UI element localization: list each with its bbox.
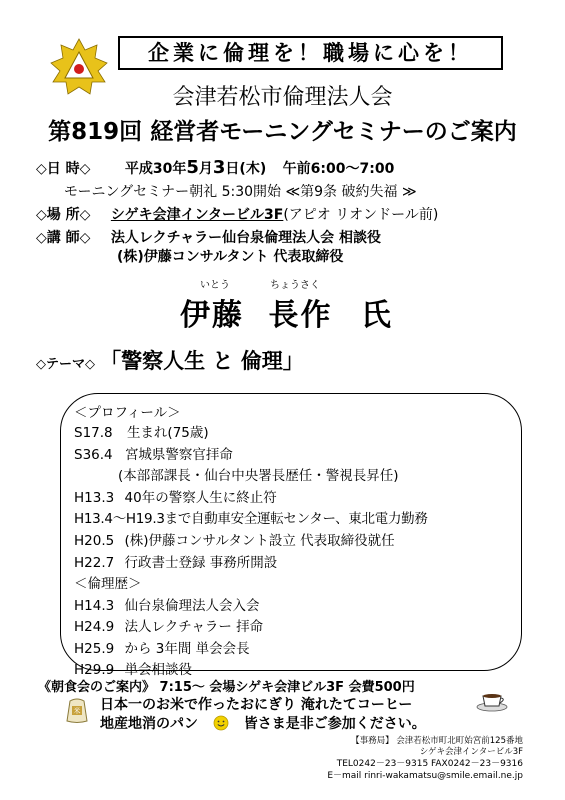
local-bread: 地産地消のパン xyxy=(100,716,198,732)
slogan-box: 企業に倫理を！職場に心を！ xyxy=(118,36,503,70)
ruby-given: ちょうさく xyxy=(270,280,320,291)
date-mid: 月 xyxy=(198,161,213,177)
date-day: 3 xyxy=(212,157,226,178)
smiley-icon xyxy=(213,715,229,731)
page-title: 第819回 経営者モーニングセミナーのご案内 xyxy=(48,119,517,145)
profile-text: 生まれ(75歳) xyxy=(126,425,209,441)
rice-bag-icon xyxy=(62,695,92,725)
profile-year: S17.8 xyxy=(74,425,113,441)
profile-text: 40年の警察人生に終止符 xyxy=(124,490,277,506)
office-address: 【事務局】 会津若松市町北町始宮前125番地 xyxy=(351,736,523,746)
ethics-item xyxy=(74,637,250,657)
profile-year: S36.4 xyxy=(74,447,113,463)
speaker-family: 伊藤 xyxy=(180,298,244,333)
speaker-name xyxy=(180,290,393,334)
ethics-text: 単会相談役 xyxy=(124,662,193,678)
profile-item xyxy=(74,507,428,527)
profile-text: (株)伊藤コンサルタント設立 代表取締役就任 xyxy=(124,533,395,549)
ethics-text: から 3年間 単会会長 xyxy=(124,641,250,657)
time: 午前6:00～7:00 xyxy=(282,161,395,177)
date-suffix: 日(木) xyxy=(225,161,267,177)
invitation-text: 皆さま是非ご参加ください。 xyxy=(243,716,426,732)
morning-line: モーニングセミナー朝礼 5:30開始 ≪第9条 破約失福 ≫ xyxy=(64,184,417,200)
lecturer-line1: 法人レクチャラー仙台泉倫理法人会 相談役 xyxy=(110,230,382,246)
ethics-item xyxy=(74,658,192,678)
footer-line2: 日本一のお米で作ったおにぎり 淹れたてコーヒー xyxy=(100,697,413,713)
profile-year: H20.5 xyxy=(74,533,115,549)
ethics-year: H24.9 xyxy=(74,619,115,635)
lecturer-label: ◇講 師◇ xyxy=(36,230,91,246)
lecturer-line2: (株)伊藤コンサルタント 代表取締役 xyxy=(117,249,344,265)
svg-text:米: 米 xyxy=(73,707,81,715)
ethics-text: 仙台泉倫理法人会入会 xyxy=(124,598,260,614)
profile-text: 行政書士登録 事務所開設 xyxy=(124,555,278,571)
profile-text: 宮城県警察官拝命 xyxy=(124,447,233,463)
ethics-year: H29.9 xyxy=(74,662,115,678)
profile-text: (本部部課長・仙台中央署長歴任・警視長昇任) xyxy=(118,468,399,484)
date-month: 5 xyxy=(186,157,199,178)
coffee-cup-icon xyxy=(474,690,510,712)
ethics-item xyxy=(74,594,260,614)
place-label: ◇場 所◇ xyxy=(36,207,91,223)
profile-heading: ＜プロフィール＞ xyxy=(74,405,181,421)
breakfast-info: 《朝食会のご案内》 7:15～ 会場シゲキ会津ビル3F 会費500円 xyxy=(38,680,415,695)
ruby-family: いとう xyxy=(200,280,230,291)
footer-line3 xyxy=(100,713,426,733)
speaker-given: 長作 xyxy=(268,298,333,333)
org-name: 会津若松市倫理法人会 xyxy=(172,85,393,110)
theme-row xyxy=(36,345,304,375)
theme-text: 「警察人生 と 倫理」 xyxy=(100,349,304,373)
profile-text: まで自動車安全運転センター、東北電力勤務 xyxy=(164,511,428,527)
place-note: (アピオ リオンドール前) xyxy=(283,207,439,223)
datetime-row xyxy=(36,157,394,178)
speaker-honorific: 氏 xyxy=(360,298,393,333)
email: E－mail rinri-wakamatsu@smile.email.ne.jp xyxy=(327,771,523,781)
theme-label: ◇テーマ◇ xyxy=(36,357,95,372)
profile-item xyxy=(118,464,399,484)
lecturer-row xyxy=(36,227,381,247)
profile-item xyxy=(74,486,277,506)
ethics-item xyxy=(74,615,263,635)
ethics-text: 法人レクチャラー 拝命 xyxy=(124,619,264,635)
ethics-year: H14.3 xyxy=(74,598,115,614)
profile-item xyxy=(74,529,395,549)
ethics-heading: ＜倫理歴＞ xyxy=(74,576,142,592)
profile-item xyxy=(74,421,209,441)
place-row xyxy=(36,204,438,224)
date-prefix: 平成30年 xyxy=(124,161,187,177)
datetime-label: ◇日 時◇ xyxy=(36,161,91,177)
tel-fax: TEL0242－23－9315 FAX0242－23－9316 xyxy=(336,759,523,769)
profile-year: H22.7 xyxy=(74,555,115,571)
ethics-year: H25.9 xyxy=(74,641,115,657)
place-name: シゲキ会津インタービル3F xyxy=(110,207,284,223)
profile-year: H13.4～H19.3 xyxy=(74,511,165,527)
profile-item xyxy=(74,551,277,571)
profile-item xyxy=(74,443,233,463)
profile-year: H13.3 xyxy=(74,490,115,506)
office-building: シゲキ会津インタービル3F xyxy=(419,747,523,757)
